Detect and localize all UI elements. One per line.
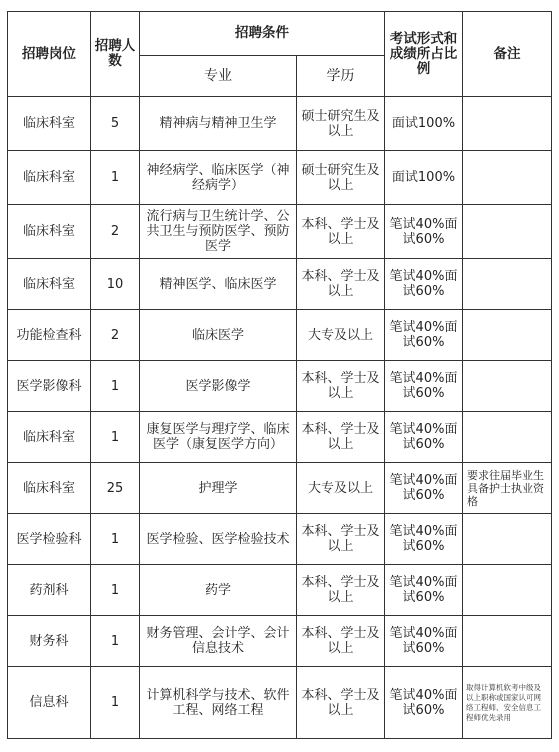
cell-major: 流行病与卫生统计学、公共卫生与预防医学、预防医学 (140, 205, 297, 259)
cell-exam: 面试100% (385, 151, 463, 205)
cell-exam: 笔试40%面试60% (385, 412, 463, 463)
cell-education: 本科、学士及以上 (297, 361, 385, 412)
header-exam: 考试形式和成绩所占比例 (385, 12, 463, 97)
cell-count: 1 (91, 616, 140, 667)
cell-exam: 笔试40%面试60% (385, 667, 463, 739)
header-position: 招聘岗位 (8, 12, 91, 97)
header-major: 专业 (140, 56, 297, 97)
cell-major: 精神病与精神卫生学 (140, 97, 297, 151)
cell-education: 本科、学士及以上 (297, 565, 385, 616)
cell-major: 医学检验、医学检验技术 (140, 514, 297, 565)
cell-exam: 笔试40%面试60% (385, 565, 463, 616)
cell-note (463, 205, 552, 259)
cell-exam: 笔试40%面试60% (385, 205, 463, 259)
cell-education: 本科、学士及以上 (297, 667, 385, 739)
cell-exam: 笔试40%面试60% (385, 616, 463, 667)
cell-exam: 笔试40%面试60% (385, 361, 463, 412)
cell-count: 1 (91, 514, 140, 565)
cell-note (463, 310, 552, 361)
cell-major: 医学影像学 (140, 361, 297, 412)
cell-major: 计算机科学与技术、软件工程、网络工程 (140, 667, 297, 739)
cell-count: 1 (91, 361, 140, 412)
header-education: 学历 (297, 56, 385, 97)
cell-count: 2 (91, 310, 140, 361)
cell-major: 精神医学、临床医学 (140, 259, 297, 310)
cell-position: 临床科室 (8, 151, 91, 205)
cell-note (463, 565, 552, 616)
recruitment-table (7, 11, 552, 739)
cell-position: 临床科室 (8, 205, 91, 259)
cell-position: 功能检查科 (8, 310, 91, 361)
cell-exam: 笔试40%面试60% (385, 463, 463, 514)
cell-count: 2 (91, 205, 140, 259)
cell-education: 本科、学士及以上 (297, 259, 385, 310)
cell-position: 药剂科 (8, 565, 91, 616)
cell-major: 康复医学与理疗学、临床医学（康复医学方向） (140, 412, 297, 463)
cell-major: 药学 (140, 565, 297, 616)
cell-note (463, 361, 552, 412)
cell-position: 临床科室 (8, 259, 91, 310)
cell-education: 本科、学士及以上 (297, 205, 385, 259)
table-row (8, 667, 552, 739)
cell-note: 取得计算机软考中级及以上职称或国家认可网络工程师、安全信息工程师优先录用 (463, 667, 552, 739)
cell-note (463, 412, 552, 463)
cell-exam: 笔试40%面试60% (385, 514, 463, 565)
table-row (8, 205, 552, 259)
table-row (8, 310, 552, 361)
cell-education: 本科、学士及以上 (297, 514, 385, 565)
cell-count: 1 (91, 151, 140, 205)
cell-education: 硕士研究生及以上 (297, 97, 385, 151)
header-headcount: 招聘人数 (91, 12, 140, 97)
cell-position: 临床科室 (8, 412, 91, 463)
cell-major: 护理学 (140, 463, 297, 514)
table-row (8, 412, 552, 463)
table-row (8, 151, 552, 205)
cell-note (463, 97, 552, 151)
cell-major: 财务管理、会计学、会计信息技术 (140, 616, 297, 667)
header-remarks: 备注 (463, 12, 552, 97)
table-row (8, 514, 552, 565)
table-row (8, 616, 552, 667)
cell-note (463, 514, 552, 565)
cell-position: 财务科 (8, 616, 91, 667)
cell-education: 大专及以上 (297, 463, 385, 514)
cell-count: 25 (91, 463, 140, 514)
cell-count: 1 (91, 667, 140, 739)
table-row (8, 97, 552, 151)
cell-note: 要求往届毕业生具备护士执业资格 (463, 463, 552, 514)
cell-exam: 面试100% (385, 97, 463, 151)
cell-exam: 笔试40%面试60% (385, 259, 463, 310)
cell-position: 临床科室 (8, 463, 91, 514)
header-conditions: 招聘条件 (140, 12, 385, 56)
cell-note (463, 151, 552, 205)
table-row (8, 361, 552, 412)
cell-count: 10 (91, 259, 140, 310)
cell-exam: 笔试40%面试60% (385, 310, 463, 361)
cell-note (463, 616, 552, 667)
cell-count: 5 (91, 97, 140, 151)
header-row-1 (8, 12, 552, 56)
cell-count: 1 (91, 565, 140, 616)
cell-position: 医学影像科 (8, 361, 91, 412)
cell-education: 本科、学士及以上 (297, 412, 385, 463)
cell-position: 信息科 (8, 667, 91, 739)
cell-education: 大专及以上 (297, 310, 385, 361)
table-row (8, 565, 552, 616)
table-row (8, 259, 552, 310)
cell-count: 1 (91, 412, 140, 463)
cell-note (463, 259, 552, 310)
cell-education: 硕士研究生及以上 (297, 151, 385, 205)
cell-major: 临床医学 (140, 310, 297, 361)
cell-education: 本科、学士及以上 (297, 616, 385, 667)
table-row (8, 463, 552, 514)
cell-major: 神经病学、临床医学（神经病学） (140, 151, 297, 205)
cell-position: 医学检验科 (8, 514, 91, 565)
cell-position: 临床科室 (8, 97, 91, 151)
